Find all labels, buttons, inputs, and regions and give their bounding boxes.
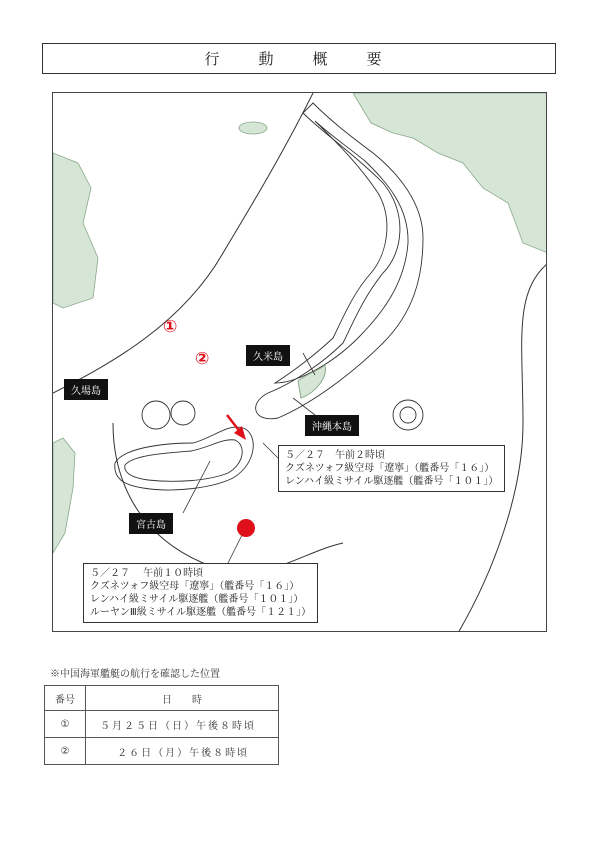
kyushu-landmass — [353, 93, 547, 253]
row-datetime: ２６日（月）午後８時頃 — [86, 738, 279, 765]
row-datetime: ５月２５日（日）午後８時頃 — [86, 711, 279, 738]
china-coast — [53, 153, 98, 308]
leader-callout-1 — [263, 443, 278, 458]
label-kubajima: 久場島 — [64, 379, 108, 400]
callout-2-line: レンハイ級ミサイル駆逐艦（艦番号「１０１」） — [90, 594, 304, 605]
header-number: 番号 — [45, 686, 86, 711]
table-row — [45, 711, 279, 738]
callout-2-line: ５／２７ 午前１０時頃 — [90, 568, 204, 579]
daito-outline-outer — [393, 400, 423, 430]
sighting-table — [44, 685, 279, 765]
ship-position-marker — [237, 519, 255, 537]
callout-2-line: ルーヤンⅢ級ミサイル駆逐艦（艦番号「１２１」） — [90, 607, 312, 618]
callout-1-line: クズネツォフ級空母「遼寧」（艦番号「１６」） — [285, 463, 495, 474]
leader-miyako — [183, 461, 210, 513]
label-miyako: 宮古島 — [129, 513, 173, 534]
row-number: ② — [45, 738, 86, 765]
callout-sighting-2 — [83, 563, 318, 623]
page-title: 行 動 概 要 — [42, 43, 556, 74]
map-canvas — [53, 93, 547, 632]
taiwan-landmass — [53, 438, 75, 553]
callout-1-line: ５／２７ 午前２時頃 — [285, 450, 385, 461]
row-number: ① — [45, 711, 86, 738]
kubajima-outline-1 — [142, 401, 170, 429]
kubajima-outline-2 — [171, 401, 195, 425]
position-marker-1: ① — [163, 317, 178, 337]
callout-1-line: レンハイ級ミサイル駆逐艦（艦番号「１０１」） — [285, 476, 499, 487]
okinawa-island — [298, 365, 325, 398]
daito-outline-inner — [400, 407, 416, 423]
position-marker-2: ② — [195, 349, 210, 369]
label-okinawa: 沖縄本島 — [305, 415, 359, 436]
nansei-chain-inner — [275, 121, 408, 383]
island-top-center — [239, 122, 267, 134]
leader-kumejima — [303, 353, 315, 375]
map — [52, 92, 547, 632]
nansei-chain-outline — [256, 103, 423, 419]
miyako-group-inner — [125, 440, 242, 482]
table-caption: ※中国海軍艦艇の航行を確認した位置 — [50, 669, 220, 680]
table-row — [45, 738, 279, 765]
callout-sighting-1 — [278, 445, 505, 492]
header-datetime: 日 時 — [86, 686, 279, 711]
leader-callout-2 — [228, 533, 243, 563]
table-header-row — [45, 686, 279, 711]
label-kumejima: 久米島 — [246, 345, 290, 366]
callout-2-line: クズネツォフ級空母「遼寧」（艦番号「１６」） — [90, 581, 300, 592]
